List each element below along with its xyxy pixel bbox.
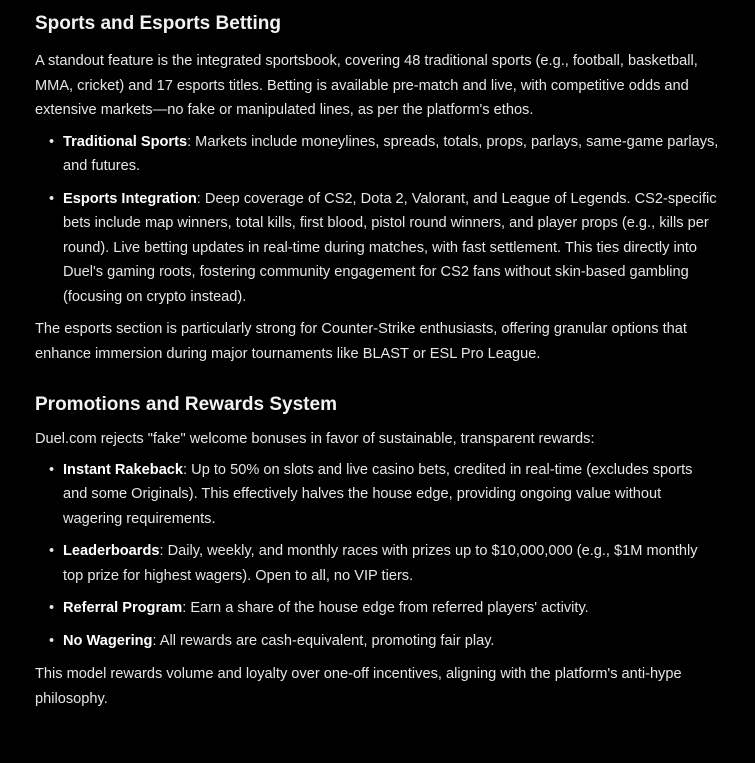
bullet-icon: • [49,133,55,150]
bullet-icon: • [49,632,55,649]
section-heading-sports-esports: Sports and Esports Betting [35,13,281,34]
bullet-icon: • [49,600,55,616]
list-item-text: : All rewards are cash-equivalent, promoting fair play. [152,632,495,649]
list-item-label: Esports Integration [63,190,197,207]
rewards-list [35,458,719,654]
bullet-icon: • [49,461,55,478]
list-item-label: Leaderboards [63,543,160,559]
section-outro-paragraph: This model rewards volume and loyalty over one-off incentives, aligning with the platform's anti-hype philosophy. [35,666,682,707]
list-item-label: Instant Rakeback [63,461,184,478]
list-item-label: Referral Program [63,600,183,616]
list-item [49,458,719,532]
section-heading-promotions: Promotions and Rewards System [35,394,337,415]
list-item [49,539,719,588]
section-outro-paragraph: The esports section is particularly strong for Counter-Strike enthusiasts, offering granular options that enhance immersion during major tournaments like BLAST or ESL Pro League. [35,321,687,362]
list-item-text: : Daily, weekly, and monthly races with prizes up to $10,000,000 (e.g., $1M monthly top prize for highest wagers). Open to all, no VIP tiers. [63,543,698,584]
list-item-label: No Wagering [63,632,153,649]
bullet-icon: • [49,543,55,559]
section-intro-paragraph: A standout feature is the integrated sportsbook, covering 48 traditional sports (e.g., football, basketball, MMA, cricket) and 17 esports titles. Betting is available pre-match and live, with competitive odds and extensive markets—no fake or manipulated lines, as per the platform's ethos. [35,53,698,118]
list-item [49,596,719,621]
list-item-label: Traditional Sports [63,133,188,150]
list-item [49,130,719,179]
list-item-text: : Earn a share of the house edge from referred players' activity. [182,600,589,616]
list-item-text: : Deep coverage of CS2, Dota 2, Valorant, and League of Legends. CS2-specific bets include map winners, total kills, first blood, pistol round winners, and player props (e.g., kills per round). Live betting updates in real-time during matches, with fast settlement. This ties directly into Duel's gaming roots, fostering community engagement for CS2 fans without skin-based gambling (focusing on crypto instead). [63,190,717,305]
list-item [49,629,719,654]
feature-list [35,130,719,310]
bullet-icon: • [49,190,55,207]
list-item [49,187,719,310]
list-item-text: : Up to 50% on slots and live casino bets, credited in real-time (excludes sports and some Originals). This effectively halves the house edge, providing ongoing value without wagering requirements. [63,461,693,527]
section-intro-paragraph: Duel.com rejects "fake" welcome bonuses in favor of sustainable, transparent rewards: [35,431,595,447]
list-item-text: : Markets include moneylines, spreads, totals, props, parlays, same-game parlays, and futures. [63,133,719,174]
